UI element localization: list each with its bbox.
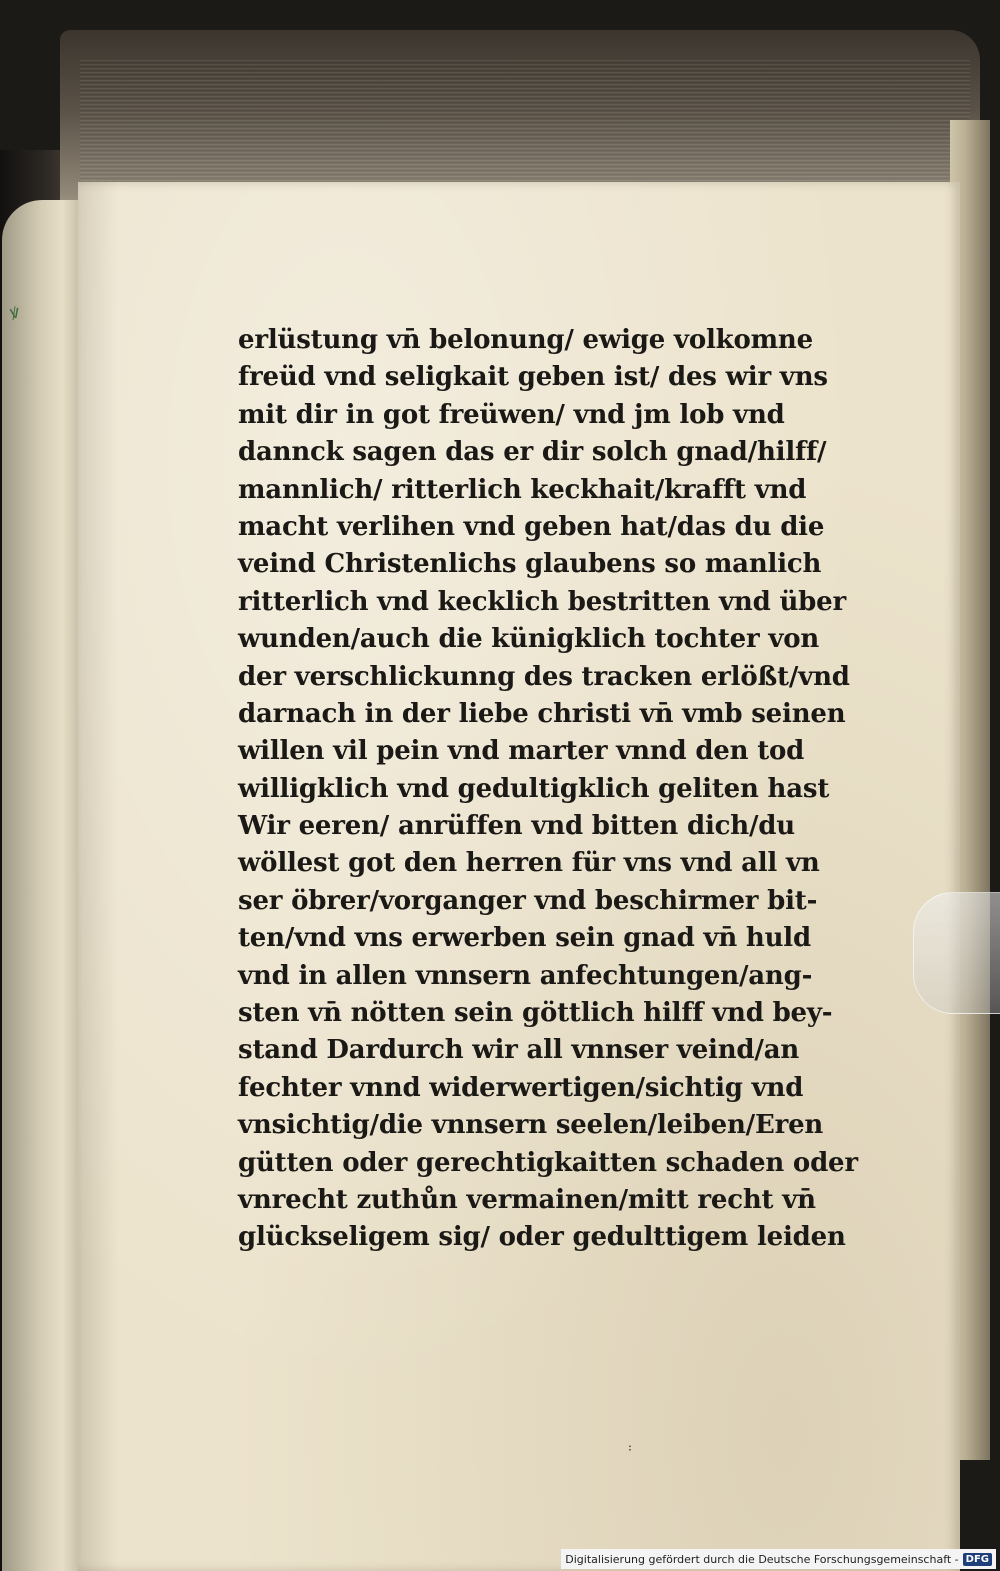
text-line: dannck sagen das er dir solch gnad/hilff/	[238, 437, 827, 468]
text-line: glückseligem sig/ oder gedulttigem leiden	[238, 1222, 846, 1253]
page-clip	[913, 892, 1000, 1014]
digitization-credit	[561, 1549, 996, 1569]
facing-page	[2, 200, 88, 1571]
text-line: gütten oder gerechtigkaitten schaden oder	[238, 1147, 858, 1178]
page-text-block	[238, 322, 858, 1257]
page-edges	[80, 60, 970, 200]
text-line: wunden/auch die künigklich tochter von	[238, 624, 820, 655]
signature-mark: ꞉	[628, 1440, 632, 1456]
text-line: Wir eeren/ anrüffen vnd bitten dich/du	[238, 811, 795, 842]
text-line: stand Dardurch wir all vnnser veind/an	[238, 1035, 800, 1066]
text-line: macht verlihen vnd geben hat/das du die	[238, 511, 825, 542]
text-line: mannlich/ ritterlich keckhait/krafft vnd	[238, 474, 807, 505]
text-line: vnsichtig/die vnnsern seelen/leiben/Eren	[238, 1110, 824, 1141]
text-line: wöllest got den herren für vns vnd all vn	[238, 848, 820, 879]
text-line: darnach in der liebe christi vn̄ vmb seinen	[238, 698, 846, 729]
text-line: willen vil pein vnd marter vnnd den tod	[238, 736, 805, 767]
dfg-logo: DFG	[963, 1553, 992, 1566]
text-line: willigklich vnd gedultigklich geliten hast	[238, 773, 830, 804]
text-line: erlüstung vn̄ belonung/ ewige volkomne	[238, 325, 813, 355]
text-line: vnd in allen vnnsern anfechtungen/ang-	[238, 960, 813, 991]
text-line: sten vn̄ nötten sein göttlich hilff vnd bey-	[238, 998, 833, 1029]
margin-note: ꝟ	[8, 301, 21, 324]
text-line: fechter vnnd widerwertigen/sichtig vnd	[238, 1072, 804, 1103]
text-line: ten/vnd vns erwerben sein gnad vn̄ huld	[238, 923, 811, 954]
text-line: der verschlickunng des tracken erlößt/vnd	[238, 661, 850, 692]
text-line: ser öbrer/vorganger vnd beschirmer bit-	[238, 885, 818, 916]
text-line: vnrecht zuthůn vermainen/mitt recht vn̄	[238, 1184, 816, 1215]
text-line: ritterlich vnd kecklich bestritten vnd über	[238, 586, 846, 617]
text-line: freüd vnd seligkait geben ist/ des wir vns	[238, 362, 828, 393]
credit-text: Digitalisierung gefördert durch die Deutsche Forschungsgemeinschaft -	[565, 1552, 959, 1566]
text-line: veind Christenlichs glaubens so manlich	[238, 549, 822, 580]
text-line: mit dir in got freüwen/ vnd jm lob vnd	[238, 399, 785, 430]
